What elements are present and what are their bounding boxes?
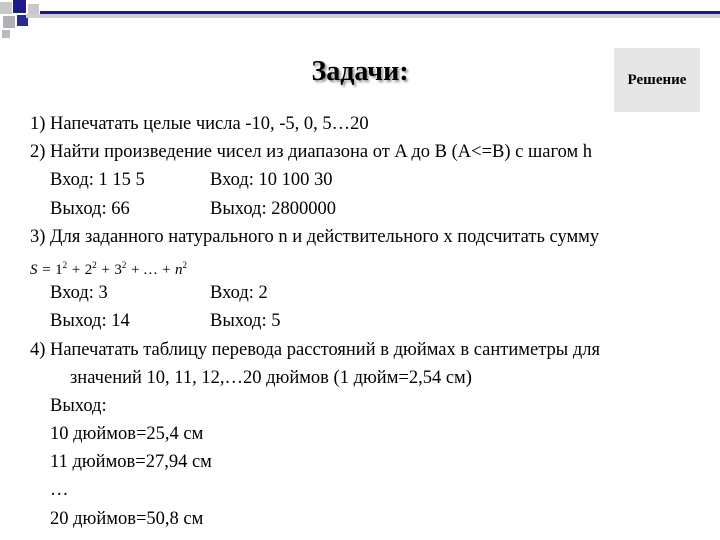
- deco-square: [3, 16, 15, 28]
- formula-term: n: [174, 261, 183, 278]
- task-3-input-row: [30, 279, 710, 307]
- top-rule-light: [26, 14, 720, 18]
- formula-term: 2: [84, 261, 93, 278]
- output-label: Выход:: [50, 395, 107, 416]
- task-3: 3) Для заданного натурального n и действительного x подсчитать сумму: [30, 226, 600, 247]
- deco-square: [2, 30, 10, 38]
- sum-formula: [30, 251, 710, 279]
- formula-exp: 2: [62, 259, 68, 270]
- example-output: Выход: 5: [210, 311, 281, 332]
- formula-plus: +: [100, 261, 111, 278]
- solution-button[interactable]: Решение: [614, 48, 700, 112]
- page-title: Задачи:: [311, 56, 409, 87]
- example-input: Вход: 1 15 5: [50, 170, 145, 191]
- example-input: Вход: 2: [210, 283, 268, 304]
- output-line: 20 дюймов=50,8 см: [50, 508, 204, 529]
- task-2-output-row: [30, 195, 710, 223]
- deco-square: [0, 2, 12, 14]
- output-line: …: [50, 480, 69, 501]
- task-4: 4) Напечатать таблицу перевода расстояний в дюймах в сантиметры для: [30, 339, 600, 360]
- formula-term: 1: [55, 261, 63, 278]
- corner-decoration: [0, 0, 40, 40]
- formula-plus: +: [130, 261, 141, 278]
- task-list: [30, 110, 710, 533]
- formula-dots: …: [144, 261, 158, 278]
- output-line: 10 дюймов=25,4 см: [50, 424, 204, 445]
- example-input: Вход: 3: [50, 283, 108, 304]
- task-4-continuation: значений 10, 11, 12,…20 дюймов (1 дюйм=2,54 см): [70, 367, 472, 388]
- example-input: Вход: 10 100 30: [210, 170, 333, 191]
- example-output: Выход: 2800000: [210, 198, 336, 219]
- example-output: Выход: 66: [50, 198, 130, 219]
- formula-eq: =: [41, 261, 52, 278]
- example-output: Выход: 14: [50, 311, 130, 332]
- formula-plus: +: [161, 261, 172, 278]
- task-2: 2) Найти произведение чисел из диапазона от A до B (A<=B) с шагом h: [30, 142, 593, 163]
- formula-exp: 2: [121, 259, 127, 270]
- formula-lhs: S: [30, 261, 38, 278]
- formula-exp: 2: [92, 259, 97, 270]
- task-2-input-row: [30, 166, 710, 194]
- deco-square: [13, 0, 26, 13]
- formula-exp: 2: [182, 259, 187, 270]
- task-1: 1) Напечатать целые числа -10, -5, 0, 5…20: [30, 114, 369, 134]
- formula-plus: +: [70, 261, 81, 278]
- formula-term: 3: [114, 261, 122, 278]
- output-line: 11 дюймов=27,94 см: [50, 452, 212, 473]
- task-3-output-row: [30, 307, 710, 335]
